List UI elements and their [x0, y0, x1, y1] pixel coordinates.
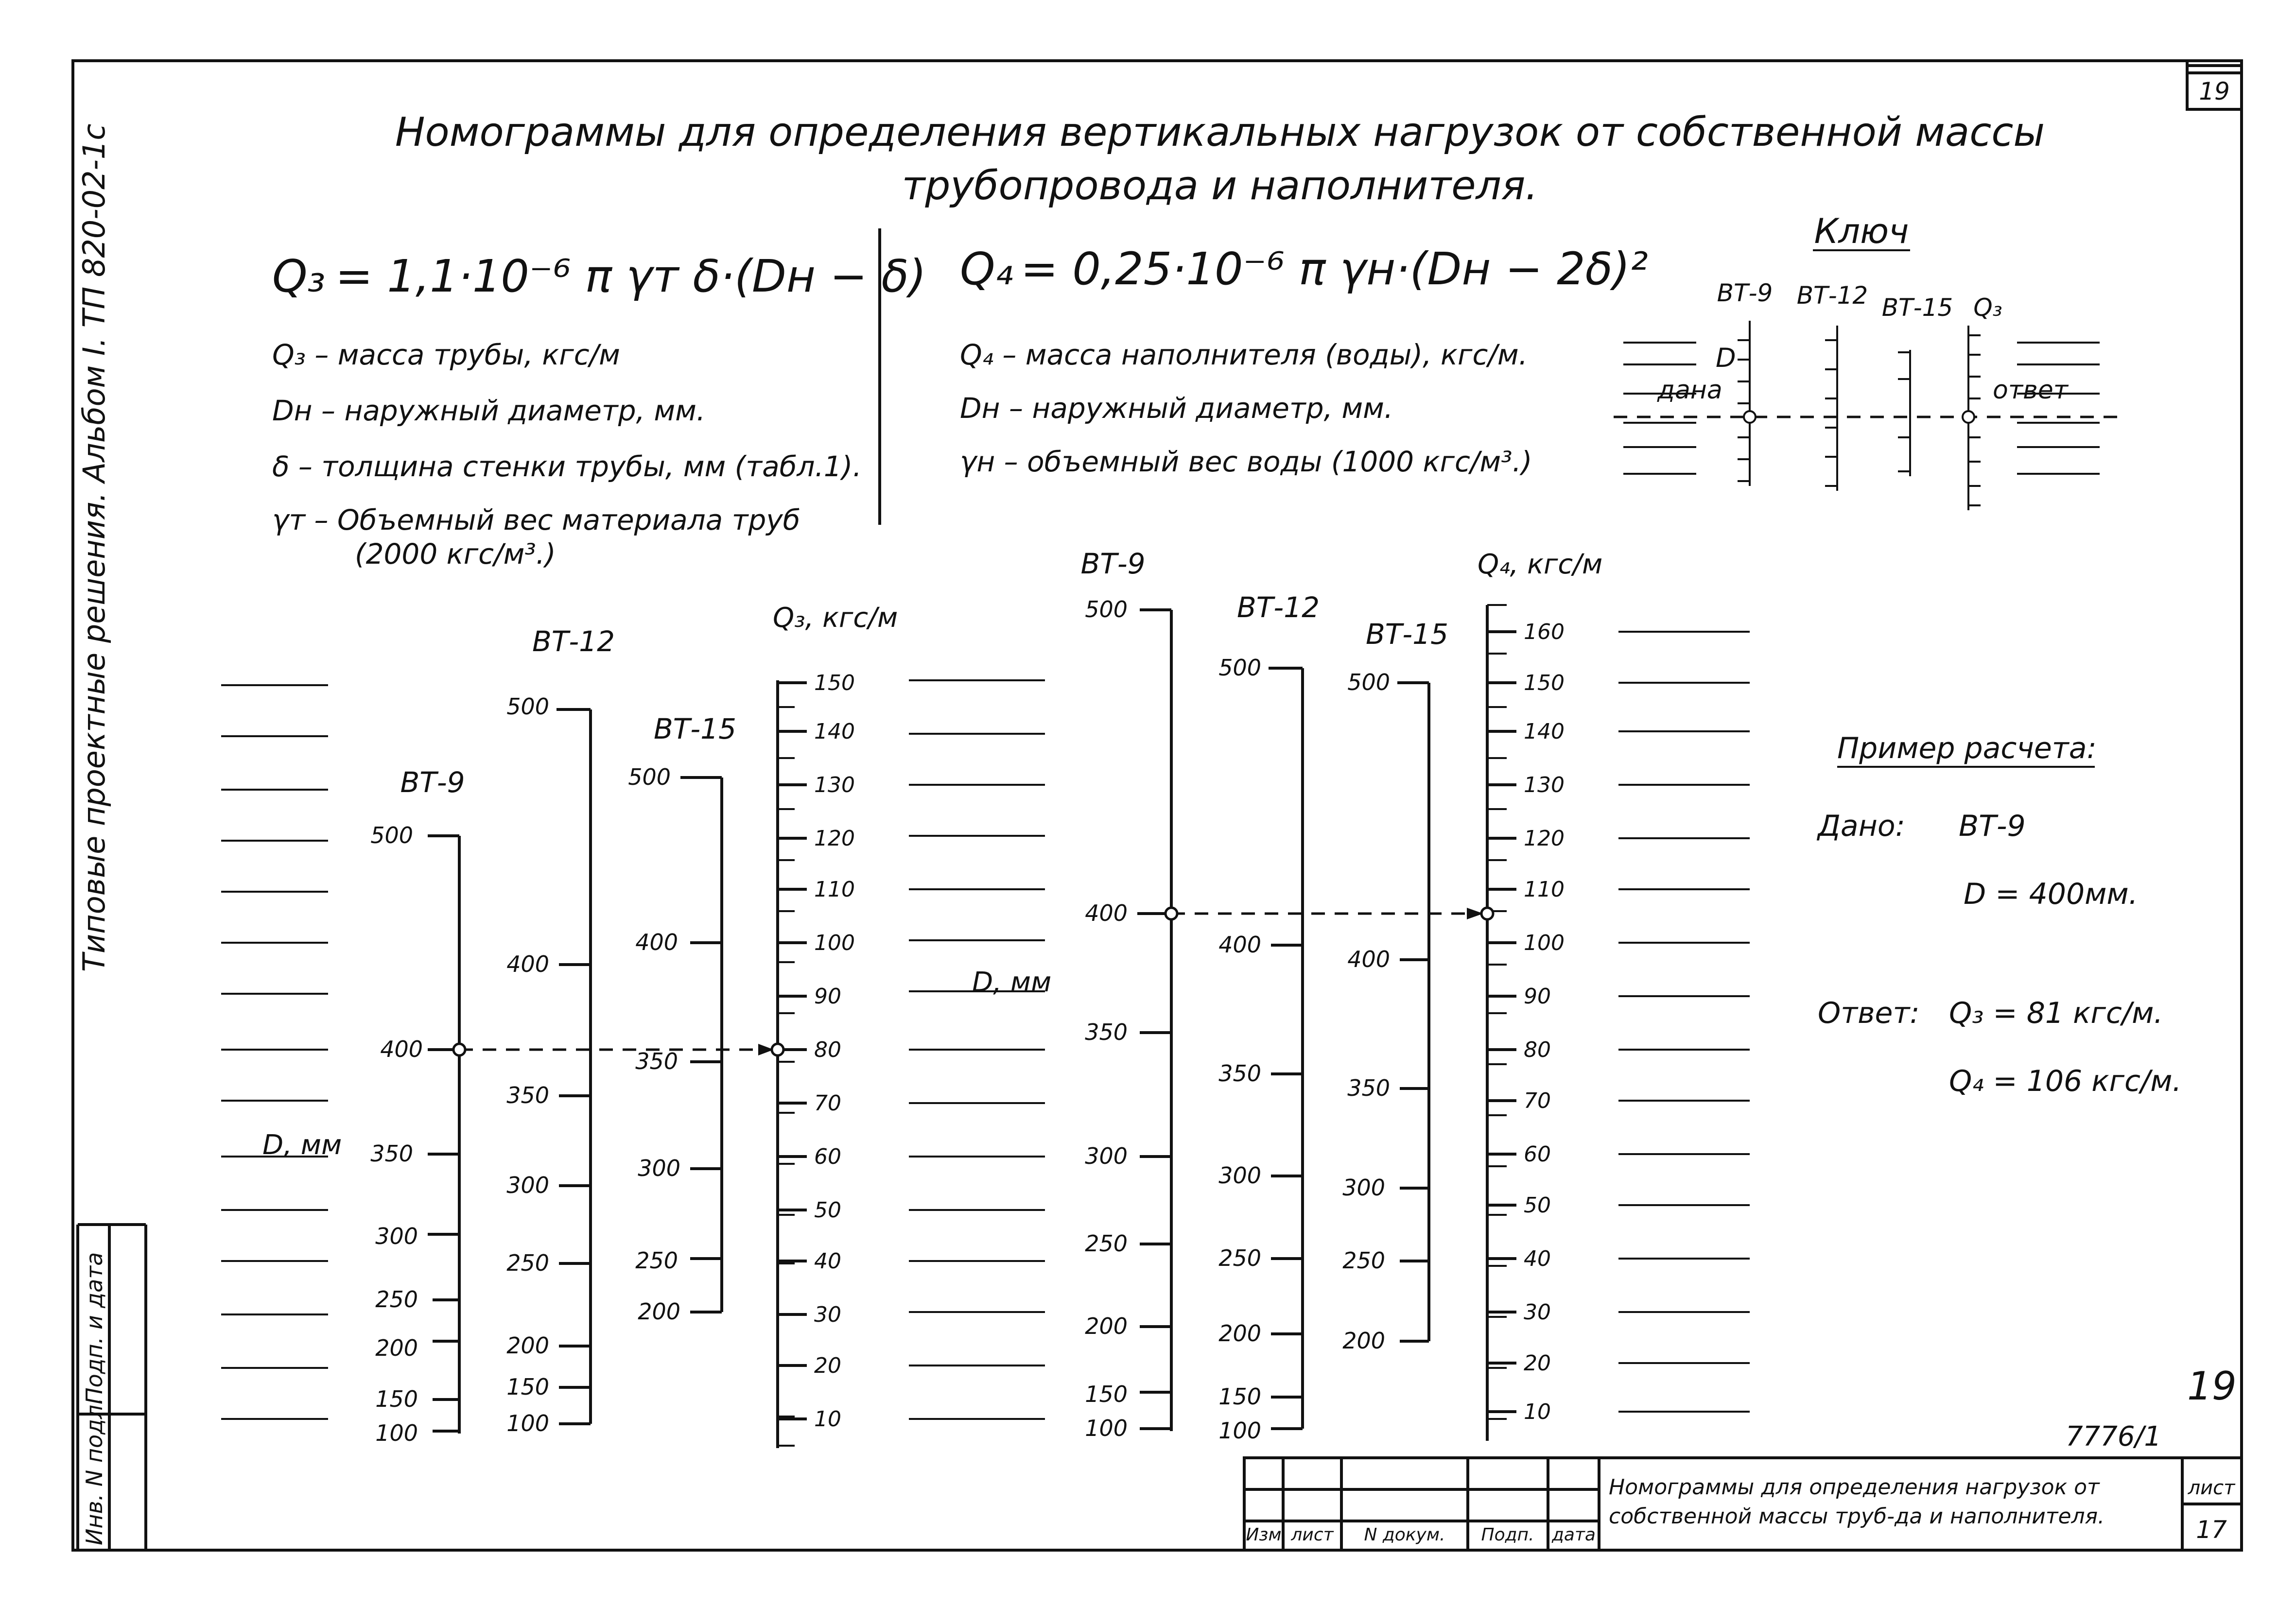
q3-output-tick-label: 40	[814, 1249, 841, 1274]
stamp-col-label: N докум.	[1364, 1525, 1445, 1545]
example-title: Пример расчета:	[1837, 731, 2097, 765]
q4-output-tick-label: 100	[1524, 931, 1565, 955]
q4-output-tick-label: 40	[1524, 1246, 1551, 1271]
stamp-col-label: лист	[1291, 1525, 1334, 1545]
q4-bt9-tick-label: 100	[1085, 1415, 1128, 1441]
q4-bt12-tick-label: 100	[1218, 1417, 1261, 1444]
stamp-col-label: дата	[1552, 1525, 1596, 1545]
key-given-symbol: D	[1716, 343, 1736, 373]
q4-output-tick-label: 150	[1524, 671, 1565, 695]
q3-legend-line: δ – толщина стенки трубы, мм (табл.1).	[272, 450, 862, 483]
q4-right-blank-lines	[1618, 632, 1750, 1412]
key-diagram	[1614, 211, 2119, 510]
q4-mid-blank-lines	[909, 680, 1045, 1419]
q3-bt9-tick-label: 350	[370, 1140, 413, 1167]
q3-bt9-label: ВТ-9	[400, 766, 465, 799]
key-answer-label: ответ	[1993, 376, 2069, 405]
q4-bt15-tick-label: 200	[1342, 1328, 1385, 1354]
left-strip-sign-date: Подп. и дата	[81, 1252, 107, 1404]
q4-output-tick-label: 80	[1524, 1037, 1551, 1062]
q3-formula-rhs: = 1,1·10⁻⁶ π γт δ·(Dн − δ)	[335, 250, 926, 302]
q3-bt9-tick-label: 400	[380, 1036, 423, 1062]
q3-output-tick-label: 140	[814, 719, 855, 744]
q4-output-tick-label: 50	[1524, 1193, 1551, 1218]
q3-legend-line: (2000 кгс/м³.)	[355, 537, 556, 570]
q3-example-start-point	[453, 1044, 465, 1055]
left-strip-inventory: Инв. N подл.	[81, 1398, 107, 1545]
q3-legend-line: Dн – наружный диаметр, мм.	[272, 394, 706, 427]
q4-output-major-ticks	[1487, 632, 1516, 1412]
q4-bt15-tick-label: 500	[1347, 669, 1390, 695]
q4-formula-lhs: Q₄	[960, 243, 1013, 295]
q4-output-tick-label: 160	[1524, 620, 1565, 644]
q3-bt12-tick-label: 350	[506, 1082, 549, 1108]
q3-output-tick-label: 30	[814, 1302, 841, 1327]
q4-output-tick-label: 10	[1524, 1400, 1551, 1424]
q4-bt15-label: ВТ-15	[1366, 618, 1448, 651]
q4-bt12-tick-label: 200	[1218, 1320, 1261, 1347]
q4-bt9-tick-label: 500	[1085, 596, 1128, 622]
q4-output-tick-label: 140	[1524, 719, 1565, 744]
q4-example-end-point	[1481, 908, 1493, 919]
q4-bt12-tick-label: 400	[1218, 932, 1261, 958]
q4-bt9-label: ВТ-9	[1080, 547, 1146, 580]
side-caption: Типовые проектные решения. Альбом I. ТП 820-02-1с	[76, 123, 112, 972]
q3-output-tick-label: 120	[814, 826, 855, 851]
title-line-1: Номограммы для определения вертикальных нагрузок от собственной массы	[395, 109, 2045, 156]
q3-bt12-ticks	[557, 709, 591, 1424]
stamp-handwritten-sheet: 19	[2187, 1364, 2237, 1409]
example-answer-q3: Q₃ = 81 кгс/м.	[1949, 996, 2163, 1030]
corner-sheet-number: 19	[2199, 77, 2230, 105]
q4-legend-line: γн – объемный вес воды (1000 кгс/м³.)	[960, 445, 1532, 478]
q4-bt12-tick-label: 150	[1218, 1383, 1261, 1410]
key-given-label: дана	[1657, 376, 1722, 405]
stamp-sheet-label: лист	[2188, 1477, 2235, 1499]
q3-bt12-tick-label: 500	[506, 693, 549, 720]
key-col-label: Q₃	[1973, 294, 2002, 322]
q3-bt12-tick-label: 300	[506, 1172, 549, 1198]
q4-output-tick-label: 30	[1524, 1300, 1551, 1325]
q4-bt9-tick-label: 400	[1085, 900, 1128, 926]
example-given-series: ВТ-9	[1959, 809, 2026, 843]
q3-bt12-tick-label: 250	[506, 1250, 549, 1276]
q4-bt12-tick-label: 500	[1218, 655, 1261, 681]
q3-example-end-point	[772, 1044, 783, 1055]
q4-bt9-tick-label: 250	[1085, 1230, 1128, 1257]
q4-output-tick-label: 70	[1524, 1089, 1551, 1113]
q3-output-tick-label: 130	[814, 773, 855, 797]
q4-bt15-tick-label: 400	[1347, 946, 1390, 972]
example-answer-label: Ответ:	[1818, 996, 1920, 1030]
q3-bt15-ticks	[680, 778, 722, 1312]
q3-output-tick-label: 100	[814, 931, 855, 955]
q3-bt15-tick-label: 300	[638, 1155, 680, 1181]
q4-output-tick-label: 110	[1524, 877, 1565, 902]
key-title: Ключ	[1814, 211, 1909, 251]
q3-bt12-tick-label: 400	[506, 951, 549, 977]
q3-bt15-tick-label: 400	[635, 929, 678, 955]
q3-output-tick-label: 110	[814, 877, 855, 902]
q4-bt9-ticks	[1137, 914, 1171, 1429]
q3-output-tick-label: 50	[814, 1198, 841, 1223]
q3-bt15-tick-label: 350	[635, 1048, 678, 1074]
q3-output-tick-label: 80	[814, 1037, 841, 1062]
stamp-description-line-2: собственной массы труб-да и наполнителя.	[1609, 1504, 2105, 1529]
q3-bt15-tick-label: 200	[638, 1298, 680, 1325]
q3-bt9-tick-label: 250	[375, 1286, 418, 1313]
q3-bt12-tick-label: 200	[506, 1332, 549, 1359]
stamp-document-number: 7776/1	[2066, 1421, 2162, 1452]
q4-output-tick-label: 90	[1524, 984, 1551, 1009]
q3-output-tick-label: 10	[814, 1407, 841, 1432]
q4-legend-line: Dн – наружный диаметр, мм.	[960, 392, 1393, 425]
title-block	[1244, 1364, 2242, 1550]
q3-output-minor-ticks	[778, 683, 795, 1446]
q3-output-tick-label: 60	[814, 1144, 841, 1169]
q3-bt9-tick-label: 150	[375, 1386, 418, 1412]
q4-bt9-tick-label: 200	[1085, 1313, 1128, 1339]
q3-output-tick-label: 90	[814, 984, 841, 1009]
q4-output-tick-label: 130	[1524, 773, 1565, 797]
q4-bt12-tick-label: 250	[1218, 1245, 1261, 1271]
q3-bt15-label: ВТ-15	[654, 712, 736, 745]
q4-output-label: Q₄, кгс/м	[1478, 549, 1603, 580]
q4-bt9-tick-label: 150	[1085, 1381, 1128, 1407]
stamp-col-label: Подп.	[1481, 1525, 1534, 1545]
q4-output-tick-label: 20	[1524, 1351, 1551, 1376]
q4-output-tick-label: 120	[1524, 826, 1565, 851]
q4-output-tick-label: 60	[1524, 1142, 1551, 1167]
q3-legend-line: γт – Объемный вес материала труб	[272, 503, 800, 536]
q4-legend-line: Q₄ – масса наполнителя (воды), кгс/м.	[960, 338, 1528, 371]
q4-bt12-tick-label: 350	[1218, 1060, 1261, 1087]
q4-bt9-tick-label: 350	[1085, 1019, 1128, 1045]
key-given-point	[1744, 411, 1756, 423]
stamp-description-line-1: Номограммы для определения нагрузок от	[1609, 1475, 2100, 1500]
q4-bt15-tick-label: 250	[1342, 1247, 1385, 1274]
q3-bt15-tick-label: 250	[635, 1247, 678, 1274]
q3-bt12-label: ВТ-12	[532, 625, 615, 658]
q4-bt12-tick-label: 300	[1218, 1162, 1261, 1189]
example-answer-q4: Q₄ = 106 кгс/м.	[1949, 1064, 2182, 1098]
example-given-label: Дано:	[1818, 809, 1905, 843]
q4-input-label: D, мм	[972, 967, 1052, 998]
q4-bt15-ticks	[1397, 683, 1429, 1341]
q4-bt12-ticks	[1269, 668, 1303, 1429]
q4-output-minor-ticks	[1487, 605, 1507, 1419]
q4-bt15-tick-label: 350	[1347, 1075, 1390, 1101]
q3-input-label: D, мм	[262, 1129, 342, 1161]
q3-bt9-tick-label: 200	[375, 1335, 418, 1361]
key-blank-lines	[1623, 343, 2100, 474]
q3-bt15-tick-label: 500	[628, 764, 671, 790]
q3-legend-line: Q₃ – масса трубы, кгс/м	[272, 338, 620, 371]
q3-bt9-tick-label: 100	[375, 1420, 418, 1446]
q3-output-tick-label: 150	[814, 671, 855, 695]
q3-bt9-tick-label: 300	[375, 1223, 418, 1249]
q3-output-tick-label: 20	[814, 1353, 841, 1378]
q4-bt15-tick-label: 300	[1342, 1175, 1385, 1201]
q3-blank-lines	[221, 685, 328, 1419]
q3-output-label: Q₃, кгс/м	[773, 602, 898, 634]
example-given-diameter: D = 400мм.	[1964, 877, 2138, 911]
calculation-example	[1816, 731, 2182, 1098]
q3-bt12-tick-label: 150	[506, 1374, 549, 1400]
q3-formula-lhs: Q₃	[272, 250, 326, 302]
stamp-sheet-value: 17	[2196, 1516, 2227, 1544]
q4-bt12-label: ВТ-12	[1237, 591, 1320, 624]
q3-bt9-tick-label: 500	[370, 822, 413, 848]
q4-formula-rhs: = 0,25·10⁻⁶ π γн·(Dн − 2δ)²	[1021, 243, 1648, 295]
key-answer-point	[1963, 411, 1974, 423]
q3-bt9-ticks	[428, 1050, 459, 1431]
q4-example-start-point	[1165, 908, 1177, 919]
q4-bt9-tick-label: 300	[1085, 1143, 1128, 1169]
key-col-label: ВТ-9	[1717, 279, 1773, 307]
key-col-label: ВТ-12	[1796, 281, 1868, 310]
key-ticks	[1738, 335, 1981, 505]
title-line-2: трубопровода и наполнителя.	[902, 163, 1538, 209]
key-col-label: ВТ-15	[1881, 294, 1953, 322]
stamp-col-label: Изм	[1246, 1525, 1282, 1545]
nomogram-q4	[909, 547, 1750, 1444]
q3-output-tick-label: 70	[814, 1091, 841, 1116]
q3-bt12-tick-label: 100	[506, 1410, 549, 1436]
nomogram-q3	[221, 602, 898, 1448]
